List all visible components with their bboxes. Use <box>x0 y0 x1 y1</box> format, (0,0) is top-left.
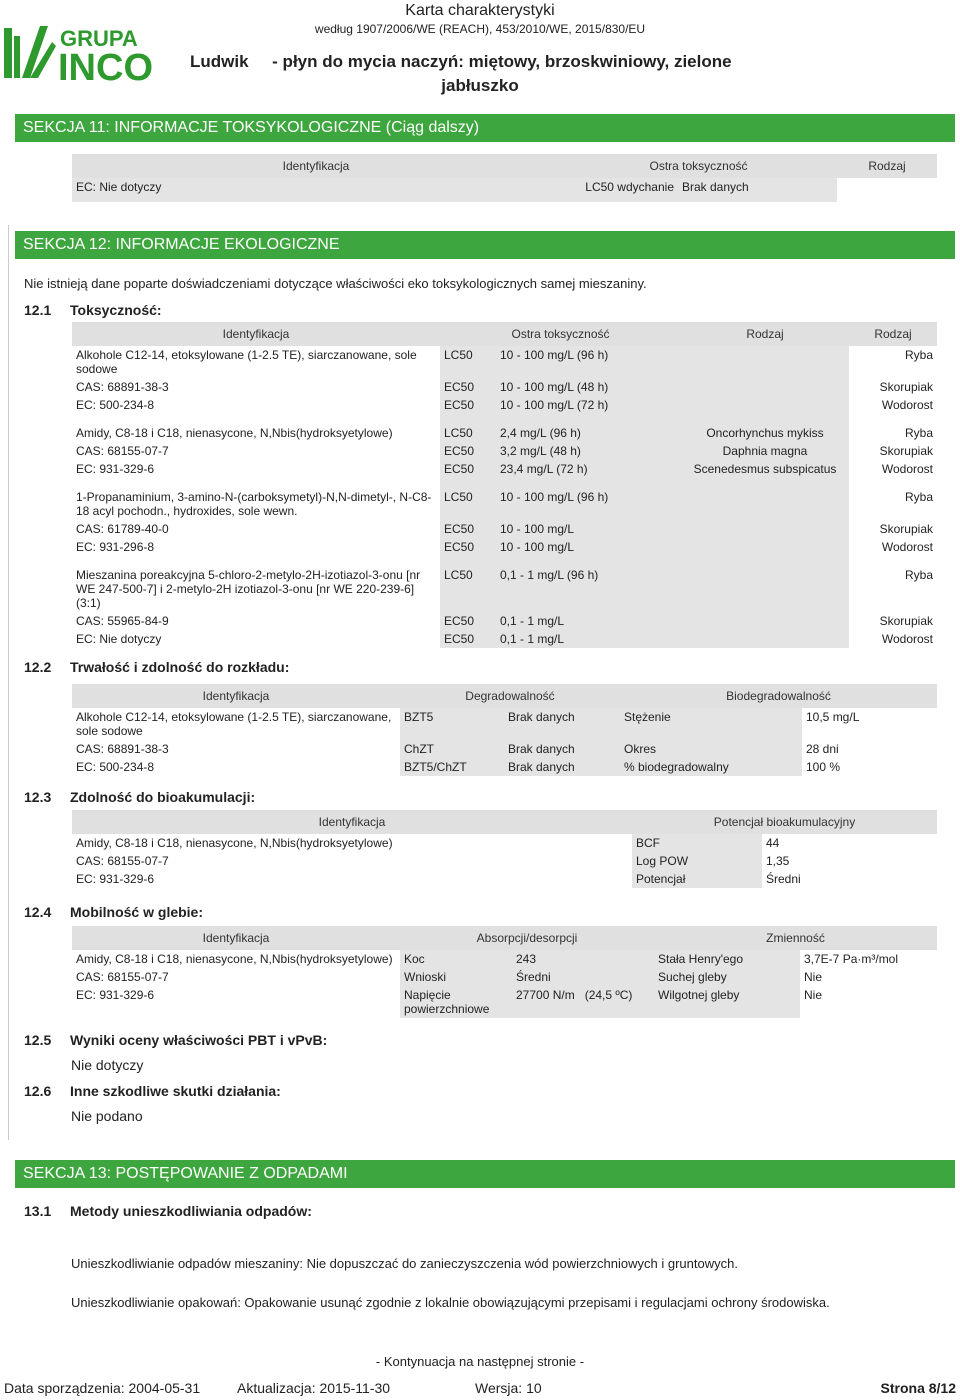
mobility-table: Identyfikacja Absorpcji/desorpcji Zmienność Amidy, C8-18 i C18, nienasycone, N,Nbis(hydroksyetylowe) Koc 243 Stała Henry'ego 3,7E-7 Pa·m³/mol CAS: 68155-07-7 Wnioski Średni Suchej gleby Nie EC: 931-329-6 Napięcie powierzchniowe 27700 N/m (24,5 ºC) Wilgotnej gleby Nie <box>72 926 937 1018</box>
footer-version: Wersja: 10 <box>475 1380 542 1396</box>
other-effects-text: Nie podano <box>71 1108 143 1124</box>
margin-rule <box>8 225 9 1140</box>
waste-mixture-text: Unieszkodliwianie odpadów mieszaniny: Nie dopuszczać do zanieczyszczenia wód powierzchniowych i gruntowych. <box>71 1256 738 1271</box>
sec12-intro: Nie istnieją dane poparte doświadczeniami dotyczące właściwości eko toksykologicznych samej mieszaniny. <box>24 276 647 291</box>
subsection-12-6: 12.6 Inne szkodliwe skutki działania: <box>24 1083 281 1099</box>
section-11-header: SEKCJA 11: INFORMACJE TOKSYKOLOGICZNE (Ciąg dalszy) <box>15 114 955 142</box>
table-row: EC: 931-296-8 EC50 10 - 100 mg/L Wodorost <box>76 540 933 554</box>
table-row: EC: Nie dotyczy LC50 wdychanie Brak danych <box>72 178 937 202</box>
table-row: EC: 500-234-8 EC50 10 - 100 mg/L (72 h) Wodorost <box>76 398 933 412</box>
col-header: Ostra toksyczność <box>560 154 837 178</box>
product-name-line1: Ludwik - płyn do mycia naczyń: miętowy, brzoskwiniowy, zielone <box>190 52 732 71</box>
regulation-line: według 1907/2006/WE (REACH), 453/2010/WE, 2015/830/EU <box>314 22 646 36</box>
table-row: Amidy, C8-18 i C18, nienasycone, N,Nbis(hydroksyetylowe) BCF 44 <box>76 836 780 850</box>
continuation-note: - Kontynuacja na następnej stronie - <box>375 1354 585 1369</box>
table-row: CAS: 68155-07-7 EC50 3,2 mg/L (48 h) Daphnia magna Skorupiak <box>76 444 933 458</box>
table-row: EC: 931-329-6 EC50 23,4 mg/L (72 h) Scenedesmus subspicatus Wodorost <box>76 462 933 476</box>
table-row: EC: Nie dotyczy EC50 0,1 - 1 mg/L Wodorost <box>76 632 933 646</box>
subsection-12-1: 12.1 Toksyczność: <box>24 302 162 318</box>
table-row: Alkohole C12-14, etoksylowane (1-2.5 TE), siarczanowane, sole sodowe BZT5 Brak danych Stężenie 10,5 mg/L <box>76 710 860 738</box>
table-row: CAS: 61789-40-0 EC50 10 - 100 mg/L Skorupiak <box>76 522 933 536</box>
col-header: Identyfikacja <box>72 154 560 178</box>
section-12-header: SEKCJA 12: INFORMACJE EKOLOGICZNE <box>15 231 955 259</box>
table-row: CAS: 68891-38-3 EC50 10 - 100 mg/L (48 h) Skorupiak <box>76 380 933 394</box>
subsection-12-5: 12.5 Wyniki oceny właściwości PBT i vPvB: <box>24 1032 328 1048</box>
degradation-table: Identyfikacja Degradowalność Biodegradowalność Alkohole C12-14, etoksylowane (1-2.5 TE), siarczanowane, sole sodowe BZT5 Brak danych Stężenie 10,5 mg/L CAS: 68891-38-3 ChZT Brak danych Okres 28 dni EC: 500-234-8 BZT5/ChZT Brak danych % biodegradowalny 100 % <box>72 684 937 776</box>
table-row: CAS: 68155-07-7 Wnioski Średni Suchej gleby Nie <box>76 970 823 984</box>
table-row: CAS: 55965-84-9 EC50 0,1 - 1 mg/L Skorupiak <box>76 614 933 628</box>
section-13-header: SEKCJA 13: POSTĘPOWANIE Z ODPADAMI <box>15 1160 955 1188</box>
table-row: EC: 931-329-6 Potencjał Średni <box>76 872 801 886</box>
table-row: Mieszanina poreakcyjna 5-chloro-2-metylo-2H-izotiazol-3-onu [nr WE 247-500-7] i 2-metylo-2H izotiazol-3-onu [nr WE 220-239-6] (3:1) LC50 0,1 - 1 mg/L (96 h) Ryba <box>76 568 933 610</box>
table-row: Amidy, C8-18 i C18, nienasycone, N,Nbis(hydroksyetylowe) LC50 2,4 mg/L (96 h) Oncorhynchus mykiss Ryba <box>76 426 933 440</box>
footer-page-number: Strona 8/12 <box>880 1380 956 1396</box>
table-row: EC: 931-329-6 Napięcie powierzchniowe 27700 N/m (24,5 ºC) Wilgotnej gleby Nie <box>76 988 823 1016</box>
logo-text-top: GRUPA <box>60 26 138 51</box>
col-header: Rodzaj <box>837 154 937 178</box>
table-row: Alkohole C12-14, etoksylowane (1-2.5 TE), siarczanowane, sole sodowe LC50 10 - 100 mg/L (96 h) Ryba <box>76 348 933 376</box>
subsection-12-2: 12.2 Trwałość i zdolność do rozkładu: <box>24 659 290 675</box>
bioaccumulation-table: Identyfikacja Potencjał bioakumulacyjny Amidy, C8-18 i C18, nienasycone, N,Nbis(hydroksyetylowe) BCF 44 CAS: 68155-07-7 Log POW 1,35 EC: 931-329-6 Potencjał Średni <box>72 810 937 888</box>
subsection-12-4: 12.4 Mobilność w glebie: <box>24 904 204 920</box>
table-row: EC: 500-234-8 BZT5/ChZT Brak danych % biodegradowalny 100 % <box>76 760 841 774</box>
logo-text-bottom: INCO <box>58 47 153 86</box>
pbt-text: Nie dotyczy <box>71 1057 144 1073</box>
document-title: Karta charakterystyki <box>405 2 555 19</box>
footer-update: Aktualizacja: 2015-11-30 <box>237 1380 391 1396</box>
toxicity-table: Identyfikacja Ostra toksyczność Rodzaj Rodzaj Alkohole C12-14, etoksylowane (1-2.5 TE), siarczanowane, sole sodowe LC50 10 - 100 mg/L (96 h) Ryba CAS: 68891-38-3 EC50 10 - 100 mg/L (48 h) Skorupiak EC: 500-234-8 EC50 10 - 100 mg/L (72 h) Wodorost Amidy, C8-18 i C18, nienasycone, N,Nbis(hydroksyetylowe) LC50 2,4 mg/L (96 h) Oncorhynchus mykiss Ryba CAS: 68155-07-7 EC50 3,2 mg/L (48 h) Daphnia magna Skorupiak EC: 931-329-6 EC50 23,4 mg/L (72 h) Scenedesmus subspicatus Wodorost 1-Propanaminium, 3-amino-N-(carboksymetyl)-N,N-dimetyl-, N-C8-18 acyl pochodn., hydroxides, sole wewn. LC50 10 - 100 mg/L (96 h) Ryba CAS: 61789-40-0 EC50 10 - 100 mg/L Skorupiak EC: 931-296-8 EC50 10 - 100 mg/L Wodorost Mieszanina poreakcyjna 5-chloro-2-metylo-2H-izotiazol-3-onu [nr WE 247-500-7] i 2-metylo-2H izotiazol-3-onu [nr WE 220-239-6] (3:1) LC50 0,1 - 1 mg/L (96 h) Ryba CAS: 55965-84-9 EC50 0,1 - 1 mg/L Skorupiak EC: Nie dotyczy EC50 0,1 - 1 mg/L Wodorost <box>72 322 937 648</box>
table-row: Amidy, C8-18 i C18, nienasycone, N,Nbis(hydroksyetylowe) Koc 243 Stała Henry'ego 3,7E-7 Pa·m³/mol <box>76 952 899 966</box>
footer-date: Data sporządzenia: 2004-05-31 <box>4 1380 201 1396</box>
product-name-line2: jabłuszko <box>441 76 519 95</box>
table-row: 1-Propanaminium, 3-amino-N-(carboksymetyl)-N,N-dimetyl-, N-C8-18 acyl pochodn., hydroxides, sole wewn. LC50 10 - 100 mg/L (96 h) Ryba <box>76 490 933 518</box>
subsection-12-3: 12.3 Zdolność do bioakumulacji: <box>24 789 256 805</box>
subsection-13-1: 13.1 Metody unieszkodliwiania odpadów: <box>24 1203 312 1219</box>
table-row: CAS: 68891-38-3 ChZT Brak danych Okres 28 dni <box>76 742 839 756</box>
table-row: CAS: 68155-07-7 Log POW 1,35 <box>76 854 790 868</box>
waste-packaging-text: Unieszkodliwianie opakowań: Opakowanie usunąć zgodnie z lokalnie obowiązującymi przepisami i regulacjami ochrony środowiska. <box>71 1295 830 1310</box>
sec11-table <box>72 154 937 202</box>
